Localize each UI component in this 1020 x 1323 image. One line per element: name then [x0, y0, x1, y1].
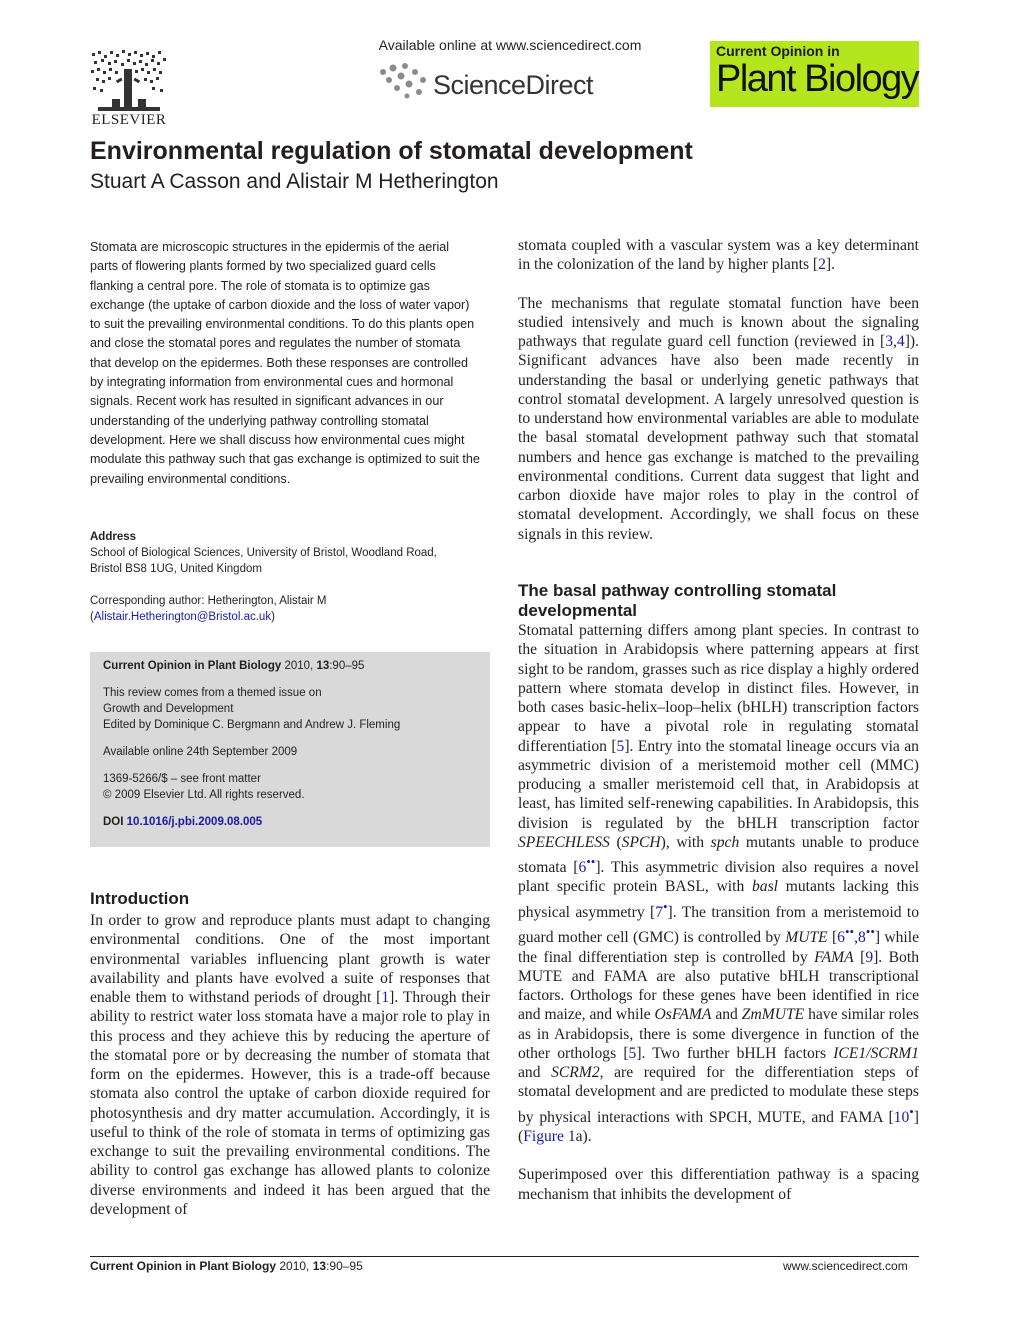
info-theme-line1: This review comes from a themed issue on — [103, 687, 322, 699]
available-online-text[interactable]: Available online at www.sciencedirect.com — [378, 37, 642, 53]
figure-link[interactable]: Figure 1 — [523, 1128, 576, 1145]
citation-link[interactable]: 3 — [885, 333, 893, 350]
email-line: (Alistair.Hetherington@Bristol.ac.uk) — [90, 611, 275, 623]
info-volume: 13 — [316, 660, 330, 672]
article-authors: Stuart A Casson and Alistair M Hetherington — [90, 170, 499, 193]
citation-link[interactable]: 5 — [628, 1044, 637, 1062]
journal-logo-line1: Current Opinion in — [716, 43, 840, 59]
citation-link[interactable]: 1 — [381, 989, 390, 1006]
right-column-text: stomata coupled with a vascular system was a key determinant in the colonization of the land by higher plants [2]. The mechanisms that regulate stomatal function have been studied intensively and much is known about the signaling pathways that regulate guard cell function (reviewed in [3,4]). Significant advances have also been made recently in understanding the basal or underlying genetic pathways that control stomatal development. A largely unresolved question is to understand how environmental variables are able to modulate the basal stomatal development pathway such that stomatal numbers and hence gas exchange is matched to the prevailing environmental conditions. Current data suggest that light and carbon dioxide have major roles to play in the control of stomatal development. Accordingly, we shall focus on these signals in this review. — [518, 237, 919, 543]
info-pages: :90–95 — [329, 660, 365, 672]
citation-link[interactable]: 7• — [655, 898, 668, 921]
article-title: Environmental regulation of stomatal development — [90, 137, 693, 165]
introduction-heading: Introduction — [90, 889, 190, 908]
address-heading: Address — [90, 531, 137, 543]
info-theme-line2: Growth and Development — [103, 703, 234, 715]
doi-link[interactable]: 10.1016/j.pbi.2009.08.005 — [126, 816, 263, 828]
info-editors: Edited by Dominique C. Bergmann and Andrew J. Fleming — [103, 719, 401, 731]
doi-label: DOI — [103, 816, 124, 828]
basal-pathway-text: Stomatal patterning differs among plant species. In contrast to the situation in Arabidopsis where patterning appears at first sight to be random, grasses such as rice display a highly ordered pattern where stomata develop in distinct files. However, in both cases basic-helix–loop–helix (bHLH) transcription factors appear to have a pivotal role in regulating stomatal differentiation [5]. Entry into the stomatal lineage occurs via an asymmetric division of a meristemoid mother cell (MMC) producing a smaller meristemoid cell that, in Arabidopsis at least, has limited self-renewing capabilities. In Arabidopsis, this division is regulated by the bHLH transcription factor SPEECHLESS (SPCH), with spch mutants unable to produce stomata [6••]. This asymmetric division also requires a novel plant specific protein BASL, with basl mutants lacking this physical asymmetry [7•]. The transition from a meristemoid to guard mother cell (GMC) is controlled by MUTE [6••,8••] while the final differentiation step is controlled by FAMA [9]. Both MUTE and FAMA are also putative bHLH transcriptional factors. Orthologs for these genes have been identified in rice and maize, and while OsFAMA and ZmMUTE have similar roles as in Arabidopsis, there is some divergence in function of the other orthologs [5]. Two further bHLH factors ICE1/SCRM1 and SCRM2, are required for the differentiation steps of stomatal development and are predicted to modulate these steps by physical interactions with SPCH, MUTE, and FAMA [10•] (Figure 1a). Superimposed over this differentiation pathway is a spacing mechanism that inhibits the development of — [518, 622, 920, 1203]
footer-volume: 13 — [312, 1259, 327, 1273]
address-block — [90, 529, 490, 625]
address-line1: School of Biological Sciences, University of Bristol, Woodland Road, — [90, 547, 437, 559]
info-issn: 1369-5266/$ – see front matter — [103, 773, 261, 785]
article-info-content — [103, 658, 483, 830]
info-citation — [103, 658, 483, 674]
footer-journal: Current Opinion in Plant Biology — [90, 1259, 276, 1273]
citation-link[interactable]: 5 — [616, 737, 625, 755]
info-journal: Current Opinion in Plant Biology — [103, 660, 282, 672]
basal-pathway-heading: The basal pathway controlling stomatal developmental — [518, 581, 837, 620]
footer-citation — [90, 1259, 363, 1273]
introduction-text: In order to grow and reproduce plants must adapt to changing environmental conditions. One of the most important environmental variables influencing plant growth is water availability and plants have evolved a suite of responses that enable them to withstand periods of drought [1]. Through their ability to restrict water loss stomata have a major role to play in this process and they achieve this by reducing the aperture of the stomatal pore or by decreasing the number of stomata that form on the epidermes. However, this is a trade-off because stomata also control the uptake of carbon dioxide required for photosynthesis and dry matter accumulation. Accordingly, it is useful to think of the role of stomata in terms of optimizing gas exchange to suit the prevailing environmental conditions. The ability to control gas exchange has allowed plants to colonize diverse environments and indeed it has been argued that the development of — [90, 912, 490, 1218]
sciencedirect-wordmark[interactable]: ScienceDirect — [433, 70, 594, 100]
info-copyright: © 2009 Elsevier Ltd. All rights reserved. — [103, 789, 305, 801]
info-doi — [103, 814, 483, 830]
citation-link[interactable]: 9 — [865, 948, 874, 966]
footer-year: 2010, — [279, 1259, 310, 1273]
corresponding-author: Corresponding author: Hetherington, Alistair M — [90, 595, 327, 607]
info-available: Available online 24th September 2009 — [103, 746, 298, 758]
address-line2: Bristol BS8 1UG, United Kingdom — [90, 563, 262, 575]
citation-link[interactable]: 2 — [818, 256, 826, 274]
info-year: 2010, — [284, 660, 314, 672]
footer-rule — [90, 1256, 919, 1257]
citation-link[interactable]: 10• — [893, 1103, 914, 1126]
author-email-link[interactable]: Alistair.Hetherington@Bristol.ac.uk — [93, 611, 272, 623]
footer-website[interactable]: www.sciencedirect.com — [783, 1259, 908, 1273]
footer-pages: :90–95 — [326, 1259, 363, 1273]
citation-link[interactable]: 4 — [896, 333, 905, 350]
citation-link[interactable]: 6••,8•• — [837, 924, 875, 947]
citation-link[interactable]: 6•• — [578, 854, 596, 877]
journal-logo-line2: Plant Biology — [716, 58, 919, 100]
publisher-name: ELSEVIER — [91, 112, 167, 128]
abstract: Stomata are microscopic structures in the epidermis of the aerial parts of flowering plants formed by two specialized guard cells flanking a central pore. The role of stomata is to optimize gas exchange (the uptake of carbon dioxide and the loss of water vapor) to suit the prevailing environmental conditions. To do this plants open and close the stomatal pores and regulates the number of stomata that develop on the epidermes. Both these responses are controlled by integrating information from environmental cues and hormonal signals. Recent work has resulted in significant advances in our understanding of the underlying pathway controlling stomatal development. Here we shall discuss how environmental cues might modulate this pathway such that gas exchange is optimized to suit the prevailing environmental conditions. — [90, 240, 480, 486]
